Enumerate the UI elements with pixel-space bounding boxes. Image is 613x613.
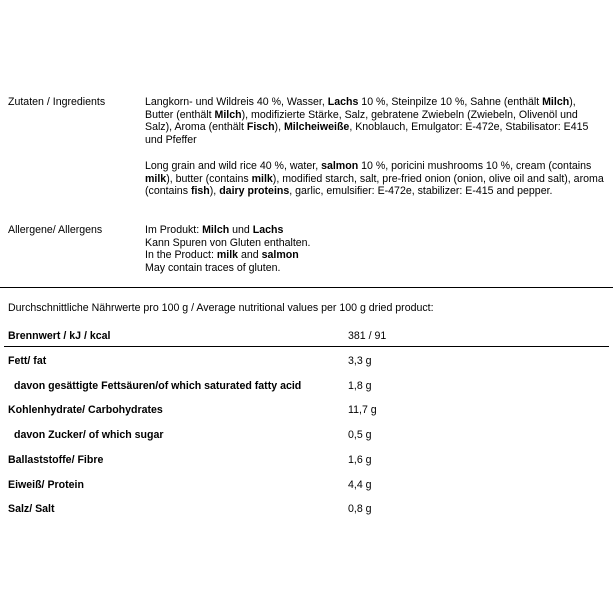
allergens-line: In the Product: milk and salmon bbox=[145, 249, 299, 262]
nutrient-name: Ballaststoffe/ Fibre bbox=[8, 454, 104, 466]
nutrient-value: 3,3 g bbox=[348, 355, 372, 367]
allergen-highlight: Lachs bbox=[252, 224, 284, 236]
nutrition-row bbox=[8, 404, 608, 418]
nutrition-row bbox=[8, 429, 608, 443]
nutrient-value: 381 / 91 bbox=[348, 330, 387, 342]
allergen-highlight: milk bbox=[145, 172, 167, 185]
allergen-highlight: salmon bbox=[261, 249, 299, 262]
nutrition-row bbox=[8, 355, 608, 369]
nutrient-name: Salz/ Salt bbox=[8, 503, 55, 515]
allergen-highlight: milk bbox=[216, 249, 239, 262]
allergen-highlight: Milch bbox=[214, 108, 242, 121]
nutrient-value: 4,4 g bbox=[348, 479, 372, 491]
nutrient-name: davon gesättigte Fettsäuren/of which saturated fatty acid bbox=[14, 380, 302, 392]
nutrition-row bbox=[8, 380, 608, 394]
section-divider bbox=[0, 287, 613, 288]
allergen-highlight: Lachs bbox=[327, 96, 359, 108]
nutrient-name: davon Zucker/ of which sugar bbox=[14, 429, 164, 441]
ingredients-text-en: Long grain and wild rice 40 %, water, salmon 10 %, poricini mushrooms 10 %, cream (contains milk), butter (contains milk), modified starch, salt, pre-fried onion (onion, olive oil and salt), aroma (contains fish), dairy proteins, garlic, emulsifier: E-472e, stabilizer: E-415 and pepper. bbox=[145, 160, 604, 198]
row-divider bbox=[4, 346, 609, 347]
nutrient-value: 1,6 g bbox=[348, 454, 372, 466]
allergen-highlight: salmon bbox=[321, 160, 359, 172]
nutrient-name: Eiweiß/ Protein bbox=[8, 479, 84, 491]
nutrition-row bbox=[8, 330, 608, 344]
ingredients-label: Zutaten / Ingredients bbox=[8, 96, 106, 108]
allergen-highlight: dairy proteins bbox=[219, 185, 290, 198]
nutrient-value: 0,8 g bbox=[348, 503, 372, 515]
allergens-line: May contain traces of gluten. bbox=[145, 262, 281, 275]
nutrition-row bbox=[8, 503, 608, 517]
allergen-highlight: Milch bbox=[542, 96, 570, 108]
nutrient-name: Brennwert / kJ / kcal bbox=[8, 330, 111, 342]
allergen-highlight: milk bbox=[251, 172, 273, 185]
allergens-line: Im Produkt: Milch und Lachs bbox=[145, 224, 284, 236]
nutrient-value: 1,8 g bbox=[348, 380, 372, 392]
nutrient-name: Fett/ fat bbox=[8, 355, 47, 367]
allergen-highlight: Milch bbox=[202, 224, 230, 236]
allergen-highlight: fish bbox=[190, 185, 210, 198]
allergens-line: Kann Spuren von Gluten enthalten. bbox=[145, 236, 311, 249]
allergen-highlight: Milcheiweiße bbox=[283, 121, 350, 134]
allergens-text bbox=[145, 224, 605, 275]
nutrition-heading: Durchschnittliche Nährwerte pro 100 g / Average nutritional values per 100 g dried product: bbox=[8, 302, 434, 314]
nutrition-row bbox=[8, 454, 608, 468]
nutrient-name: Kohlenhydrate/ Carbohydrates bbox=[8, 404, 163, 416]
nutrition-row bbox=[8, 479, 608, 493]
nutrient-value: 11,7 g bbox=[348, 404, 377, 416]
allergens-label: Allergene/ Allergens bbox=[8, 224, 103, 236]
ingredients-text-de: Langkorn- und Wildreis 40 %, Wasser, Lachs 10 %, Steinpilze 10 %, Sahne (enthält Milch), Butter (enthält Milch), modifizierte Stärke, Salz, gebratene Zwiebeln (Zwiebeln, Olivenöl und Salz), Aroma (enthält Fisch), Milcheiweiße, Knoblauch, Emulgator: E-472e, Stabilisator: E415 und Pfeffer bbox=[145, 96, 589, 147]
nutrient-value: 0,5 g bbox=[348, 429, 372, 441]
allergen-highlight: Fisch bbox=[246, 121, 275, 134]
